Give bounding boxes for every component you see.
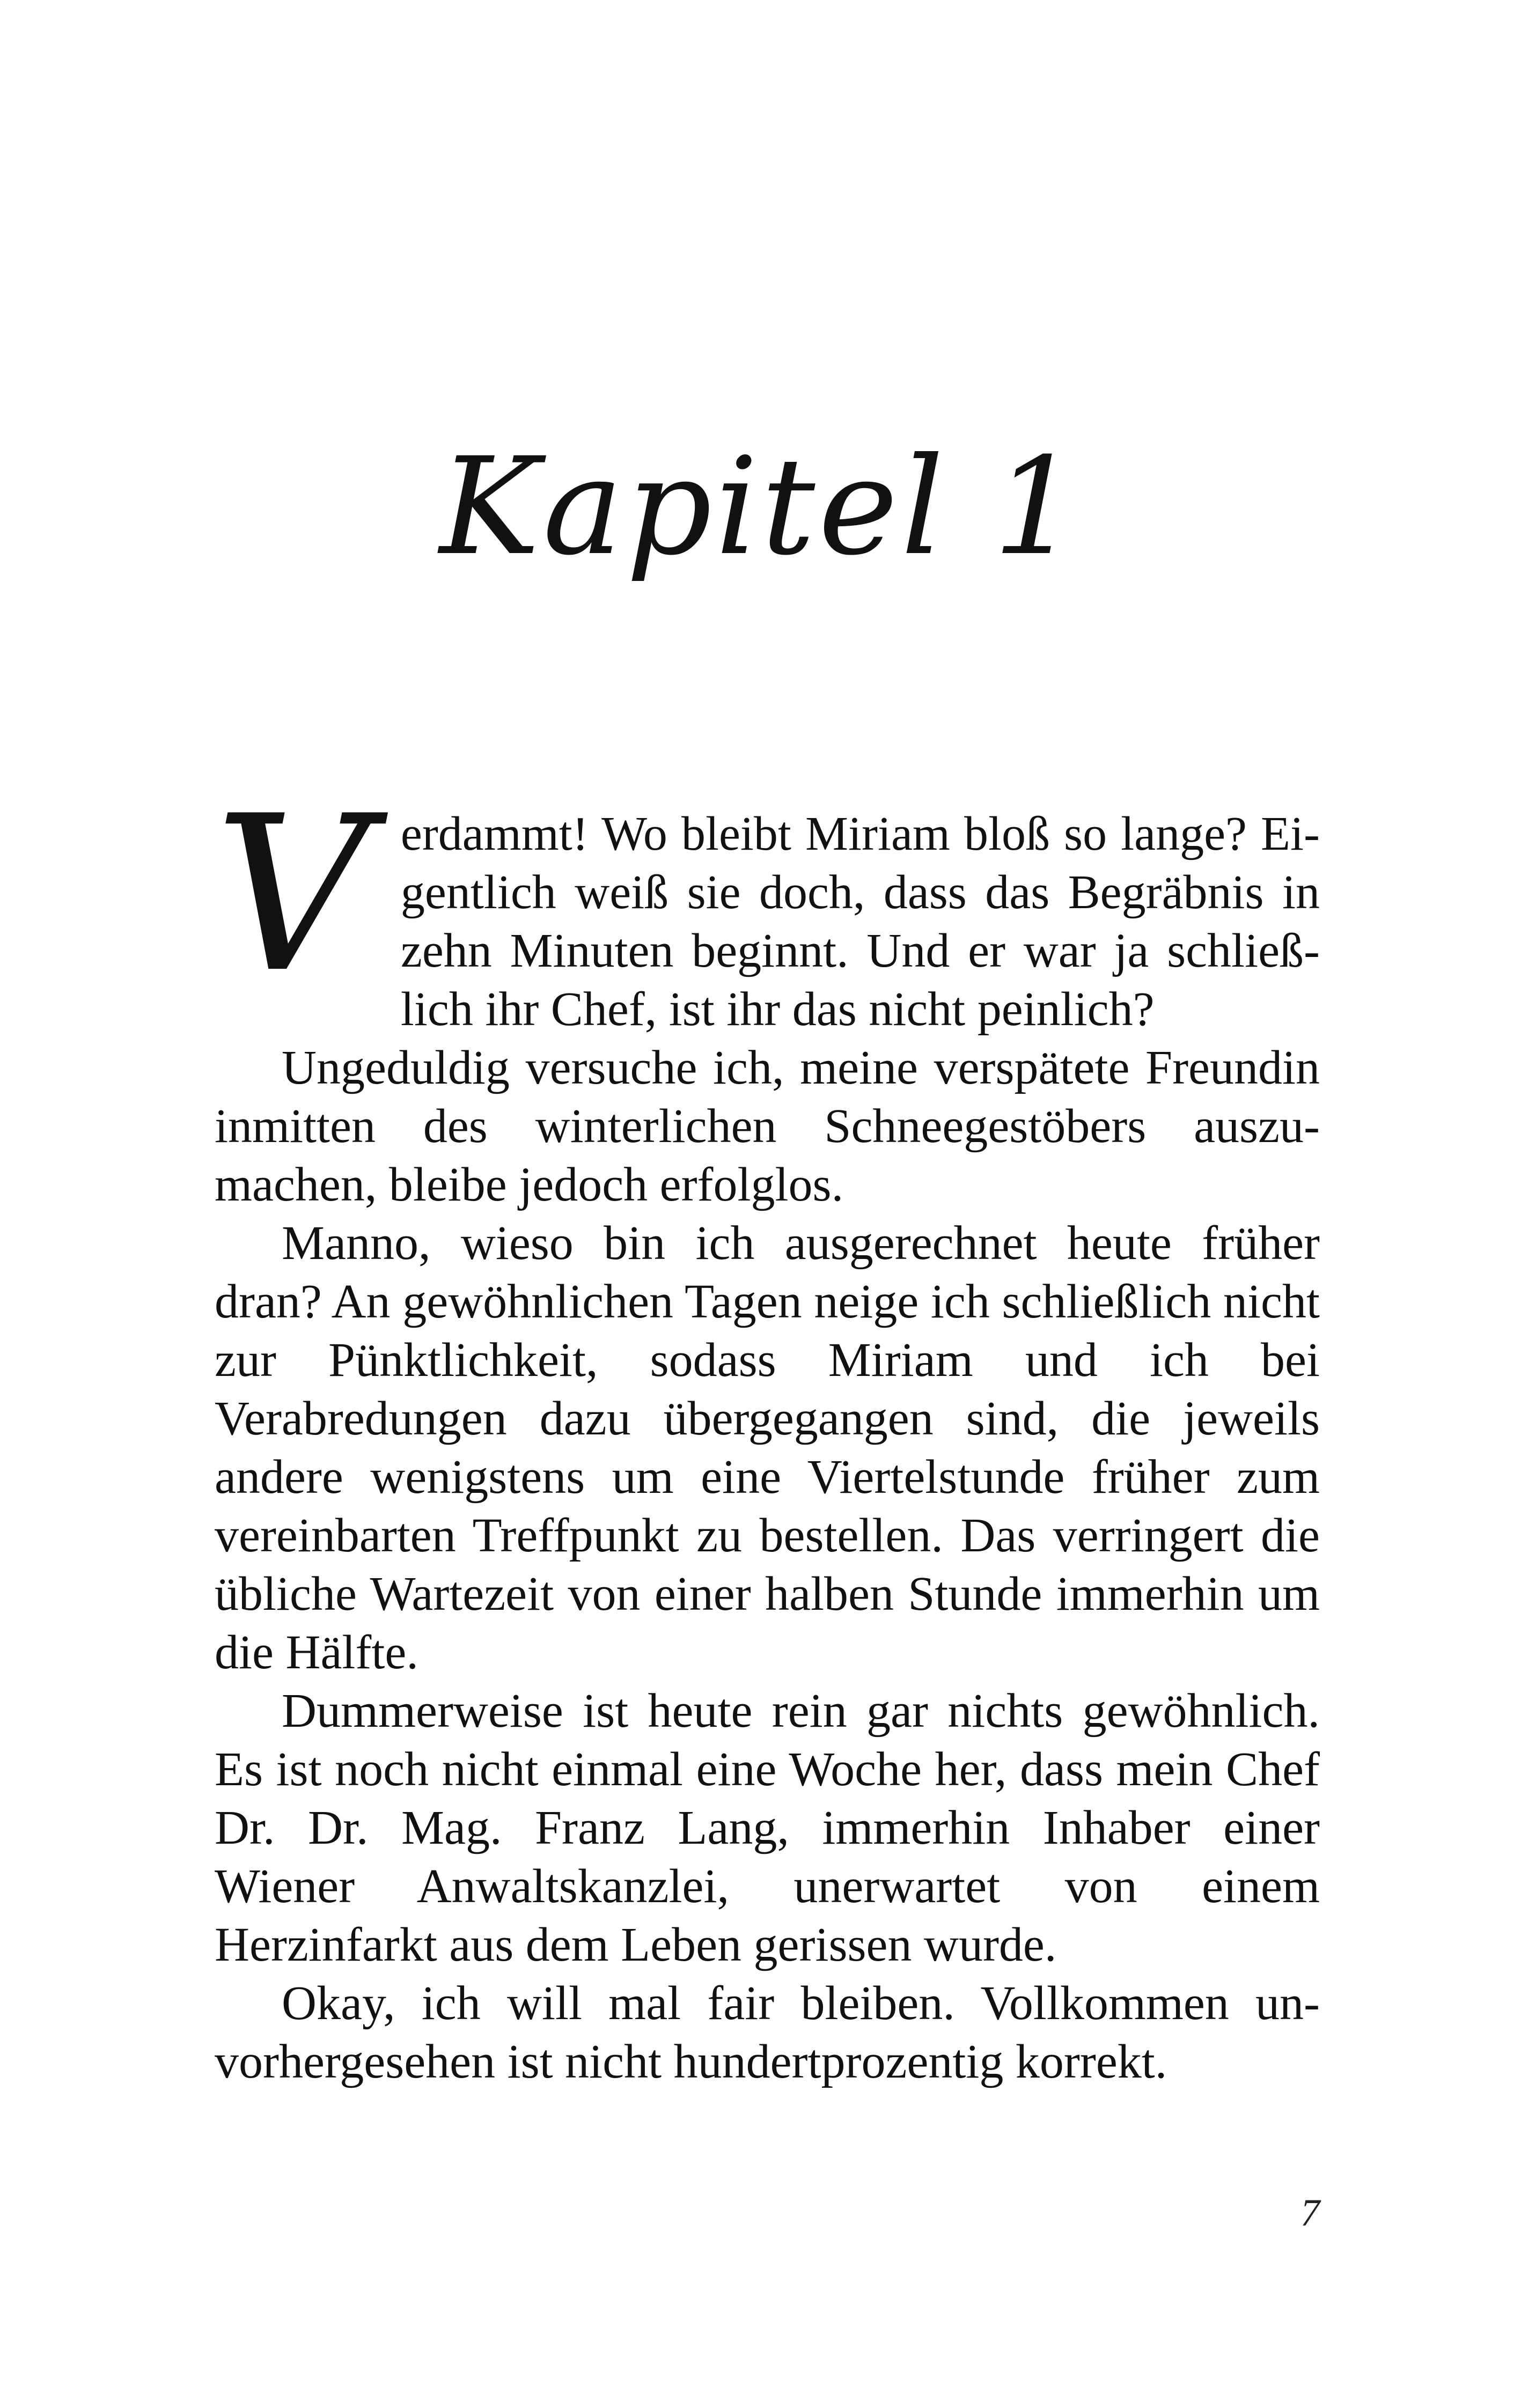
- paragraph-3: Manno, wieso bin ich ausgerechnet heute früher dran? An gewöhnlichen Tagen neige ich schließlich nicht zur Pünktlichkeit, sodass Miriam und ich bei Verabredungen dazu übergegangen sind, die jeweils andere wenigstens um eine Viertelstunde früher zum vereinbarten Treffpunkt zu bestellen. Das verringert die übliche Wartezeit von einer halben Stunde immerhin um die Hälfte.: [215, 1217, 1320, 1679]
- page-number: 7: [1300, 2191, 1320, 2234]
- paragraph-2: Ungeduldig versuche ich, meine verspätete Freundin inmitten des winterlichen Schneegestöbers auszumachen, bleibe jedoch erfolglos.: [215, 1041, 1320, 1211]
- paragraph-5: Okay, ich will mal fair bleiben. Vollkommen unvorhergesehen ist nicht hundertprozentig korrekt.: [215, 1977, 1320, 2088]
- paragraph-1: [215, 770, 1320, 1039]
- chapter-title: Kapitel 1: [439, 429, 1082, 585]
- chapter-body: [215, 770, 1320, 2091]
- paragraph-4: Dummerweise ist heute rein gar nichts gewöhnlich. Es ist noch nicht einmal eine Woche her, dass mein Chef Dr. Dr. Mag. Franz Lang, immerhin Inhaber einer Wiener Anwaltskanzlei, unerwartet von einem Herzinfarkt aus dem Leben gerissen wurde.: [215, 1684, 1320, 1971]
- drop-cap: V: [215, 770, 370, 1020]
- paragraph-1-text: erdammt! Wo bleibt Miriam bloß so lange? Eigentlich weiß sie doch, dass das Begräbnis in zehn Minuten beginnt. Und er war ja schließlich ihr Chef, ist ihr das nicht peinlich?: [400, 807, 1320, 1036]
